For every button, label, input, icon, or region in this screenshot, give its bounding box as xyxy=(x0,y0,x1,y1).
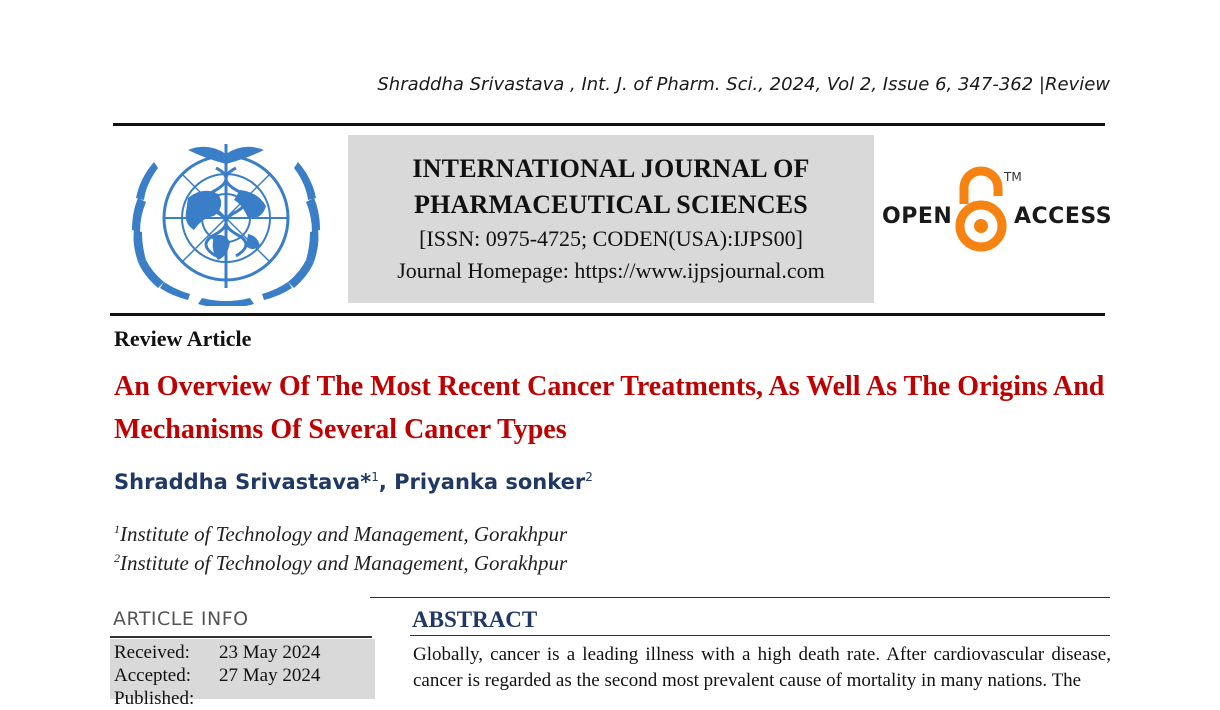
abstract-text: Globally, cancer is a leading illness with a high death rate. After cardiovascular disease, cancer is regarded as the second most prevalent cause of mortality in many nations. The xyxy=(413,644,1111,691)
affiliation-line xyxy=(114,551,567,576)
author-separator: , xyxy=(378,470,395,494)
trademark-mark: TM xyxy=(1004,170,1022,184)
author-name[interactable]: Priyanka sonker xyxy=(394,470,586,494)
journal-title-line1: INTERNATIONAL JOURNAL OF xyxy=(412,154,810,183)
section-divider xyxy=(370,597,1110,598)
affiliation-text: Institute of Technology and Management, Gorakhpur xyxy=(120,551,568,575)
journal-title xyxy=(348,151,874,223)
accepted-label: Accepted: xyxy=(114,665,192,686)
open-access-access-text: ACCESS xyxy=(1014,204,1113,229)
affiliation-line xyxy=(114,522,567,547)
received-date-row xyxy=(114,642,320,664)
affiliation-number: 1 xyxy=(114,522,120,536)
journal-issn: [ISSN: 0975-4725; CODEN(USA):IJPS00] xyxy=(419,226,803,251)
journal-homepage: Journal Homepage: https://www.ijpsjournal.com xyxy=(397,258,825,283)
accepted-value: 27 May 2024 xyxy=(219,665,321,686)
open-access-open-text: OPEN xyxy=(882,204,953,229)
article-info-heading: ARTICLE INFO xyxy=(113,608,249,630)
author-list xyxy=(114,470,593,494)
article-title: An Overview Of The Most Recent Cancer Treatments, As Well As The Origins And Mechanisms Of Several Cancer Types xyxy=(114,371,1105,445)
published-label: Published: xyxy=(114,688,195,709)
open-access-logo xyxy=(880,166,1113,256)
article-type-label: Review Article xyxy=(114,326,252,351)
abstract-rule xyxy=(410,635,1110,636)
affiliation-text: Institute of Technology and Management, Gorakhpur xyxy=(120,522,568,546)
header-top-rule xyxy=(113,123,1105,126)
published-date-row xyxy=(114,688,219,710)
article-info-rule xyxy=(110,636,372,638)
author-affiliation-marker: 2 xyxy=(585,470,593,484)
open-lock-icon xyxy=(954,166,1008,252)
affiliation-number: 2 xyxy=(114,551,120,565)
received-value: 23 May 2024 xyxy=(219,642,321,663)
abstract-heading: ABSTRACT xyxy=(412,607,538,632)
received-label: Received: xyxy=(114,642,190,663)
running-header-citation: Shraddha Srivastava , Int. J. of Pharm. Sci., 2024, Vol 2, Issue 6, 347-362 |Review xyxy=(377,74,1110,95)
journal-emblem-logo xyxy=(128,138,324,306)
header-bottom-rule xyxy=(110,313,1105,316)
journal-title-line2: PHARMACEUTICAL SCIENCES xyxy=(414,190,808,219)
journal-masthead xyxy=(348,135,874,303)
author-affiliation-marker: 1 xyxy=(371,470,379,484)
author-name[interactable]: Shraddha Srivastava* xyxy=(114,470,372,494)
accepted-date-row xyxy=(114,665,320,687)
